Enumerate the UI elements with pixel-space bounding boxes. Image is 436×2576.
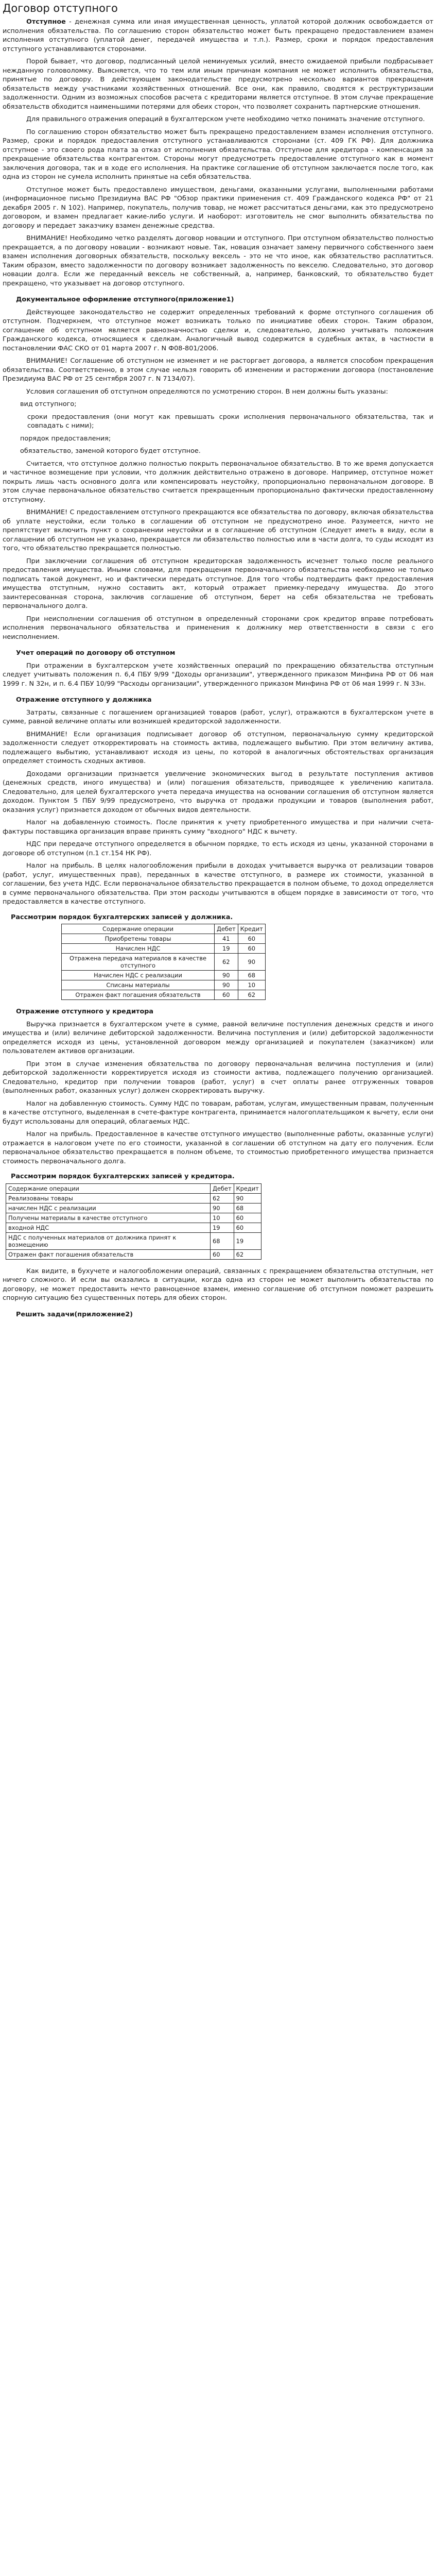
table-header-row	[6, 1183, 261, 1193]
column-header: Дебет	[211, 1183, 234, 1193]
table-cell: 90	[215, 971, 238, 980]
debtor-postings-table	[61, 924, 266, 1000]
table-row	[6, 1213, 261, 1223]
table-row	[6, 1232, 261, 1249]
table-cell: Списаны материалы	[62, 980, 215, 990]
table-cell: 60	[234, 1213, 261, 1223]
table-row	[6, 1223, 261, 1232]
paragraph: Налог на добавленную стоимость. Сумму НДС по товарам, работам, услугам, имущественным правам, полученным в качестве отступного, выделенная в счете-фактуре контрагента, принимается налогоплательщиком к вычету, если они будут использованы для операций, облагаемых НДС.	[3, 1099, 433, 1126]
column-header: Содержание операции	[6, 1183, 211, 1193]
table-cell: 68	[238, 971, 265, 980]
paragraph-text: - денежная сумма или иная имущественная ценность, уплатой которой должник освобождается от исполнения обязательства. По соглашению сторон обязательство может быть прекращено предоставлением взамен исполнения отступного (уплатой денег, передачей имущества и т.п.). Размер, сроки и порядок предоставления отступного устанавливаются сторонами.	[3, 18, 433, 53]
paragraph: По соглашению сторон обязательство может быть прекращено предоставлением взамен исполнения отступного. Размер, сроки и порядок предоставления отступного устанавливаются сторонами (ст. 409 ГК РФ). Для должника отступное - это своего рода плата за отказ от исполнения обязательства. Отступное для кредитора - компенсация за прекращение обязательства контрагентом. Стороны могут предусмотреть предоставление отступного как в момент заключения договора, так и в ходе его исполнения. На практике соглашение об отступном заключается после того, как одна из сторон не сумела исполнить принятые на себя обязательства.	[3, 128, 433, 181]
column-header: Кредит	[238, 924, 265, 934]
paragraph	[3, 18, 433, 54]
table-cell: 68	[211, 1232, 234, 1249]
paragraph: Отступное может быть предоставлено имуществом, деньгами, оказанными услугами, выполненными работами (информационное письмо Президиума ВАС РФ "Обзор практики применения ст. 409 Гражданского кодекса РФ" от 21 декабря 2005 г. N 102). Например, покупатель, получив товар, не может рассчитаться деньгами, как это предусмотрено договором, и взамен предлагает какие-либо услуги. И наоборот: изготовитель не смог выполнить обязательства по договору и передает заказчику взамен денежные средства.	[3, 185, 433, 230]
paragraph: Для правильного отражения операций в бухгалтерском учете необходимо четко понимать значение отступного.	[26, 115, 425, 123]
table-cell: начислен НДС с реализации	[6, 1203, 211, 1213]
table-cell: 60	[215, 990, 238, 1000]
table-cell: Реализованы товары	[6, 1193, 211, 1203]
list-item: обязательство, заменой которого будет отступное.	[20, 447, 201, 455]
paragraph: Действующее законодательство не содержит определенных требований к форме отступного соглашения об отступном. Подчеркнем, что отступное может возникать только по инициативе обеих сторон. Таким образом, соглашение об отступном является равнозначностью сделки и, следовательно, должно учитывать положения Гражданского кодекса, относящиеся к сделкам. Аналогичный вывод содержится в судебных актах, в частности в постановлении ФАС СКО от 01 марта 2007 г. N Ф08-801/2006.	[3, 308, 433, 352]
table-row	[62, 934, 266, 944]
paragraph: НДС при передаче отступного определяется в обычном порядке, то есть исходя из цены, указанной сторонами в договоре об отступном (п.1 ст.154 НК РФ).	[3, 840, 433, 857]
section-heading: Отражение отступного у кредитора	[16, 1008, 154, 1015]
table-cell: Начислен НДС	[62, 944, 215, 954]
term-bold: Отступное	[26, 18, 66, 26]
section-heading: Документальное оформление отступного(приложение1)	[16, 296, 234, 303]
table-cell: 60	[234, 1223, 261, 1232]
list-item: сроки предоставления (они могут как превышать сроки исполнения первоначального обязательства, так и совпадать с ними);	[27, 413, 433, 430]
list-item: порядок предоставления;	[20, 434, 111, 443]
paragraph: При неисполнении соглашения об отступном в определенный сторонами срок кредитор вправе потребовать исполнения первоначального обязательства и применения к должнику мер ответственности в связи с его неисполнением.	[3, 615, 433, 641]
table-row	[62, 990, 266, 1000]
column-header: Дебет	[215, 924, 238, 934]
table-row	[62, 980, 266, 990]
table-cell: 60	[211, 1249, 234, 1259]
table-cell: 62	[238, 990, 265, 1000]
paragraph: Порой бывает, что договор, подписанный целой неминуемых усилий, вместо ожидаемой прибыли подбрасывает нежданную головоломку. Выясняется, что то тем или иным причинам компания не может исполнить обязательства, принятые по договору. В действующем законодательстве предусмотрено несколько вариантов прекращения обязательств между участниками хозяйственных отношений. Все они, как правило, сводятся к реструктуризации задолженности. Одним из возможных способов расчета с кредиторами является отступное. В этом случае прекращение обязательств обходится наименьшими потерями для обеих сторон, что позволяет сохранить партнерские отношения.	[3, 58, 433, 111]
table-cell: Получены материалы в качестве отступного	[6, 1213, 211, 1223]
paragraph: ВНИМАНИЕ! Если организация подписывает договор об отступном, первоначальную сумму кредиторской задолженности следует откорректировать на стоимость актива, подлежащего выбытию. При этом величину актива, подлежащего выбытию, устанавливают исходя из цены, по которой в аналогичных обстоятельствах организация определяет стоимость сходных активов.	[3, 730, 433, 765]
table-row	[6, 1193, 261, 1203]
column-header: Содержание операции	[62, 924, 215, 934]
paragraph: Выручка признается в бухгалтерском учете в сумме, равной величине поступления денежных средств и иного имущества и (или) величине дебиторской задолженности. Величина поступления и (или) дебиторской задолженности определяется исходя из цены, установленной договором между организацией и покупателем (заказчиком) или пользователем активов организации.	[3, 1020, 433, 1055]
paragraph: ВНИМАНИЕ! Необходимо четко разделять договор новации и отступного. При отступном обязательство полностью прекращается, а по договору новации - возникают новые. Так, новация означает замену первичного собственного заем взамен исполнения договорных обязательств, поскольку вексель - это не что иное, как обязательство расплатиться. Таким образом, вместо задолженности по договору возникает задолженность по векселю. Следовательно, это договор новации долга. Если же переданный вексель не собственный, а, например, банковский, то обязательство будет прекращено, что указывает на договор отступного.	[3, 234, 433, 287]
column-header: Кредит	[234, 1183, 261, 1193]
table-row	[62, 944, 266, 954]
paragraph: Как видите, в бухучете и налогообложении операций, связанных с прекращением обязательства отступным, нет ничего сложного. И если вы оказались в ситуации, когда одна из сторон не может выполнить обязательства по договору, не может предоставить нечто равноценное взамен, именно соглашение об отступном поможет разрешить спорную ситуацию без существенных потерь для обеих сторон.	[3, 1267, 433, 1302]
table-cell: 90	[234, 1193, 261, 1203]
list-item: вид отступного;	[20, 400, 77, 408]
table-cell: 62	[215, 954, 238, 971]
paragraph: ВНИМАНИЕ! Соглашение об отступном не изменяет и не расторгает договора, а является способом прекращения обязательства. Соответственно, в этом случае нельзя говорить об изменении и расторжении договора (постановление Президиума ВАС РФ от 25 сентября 2007 г. N 7134/07).	[3, 357, 433, 383]
table-row	[62, 971, 266, 980]
table-cell: 62	[211, 1193, 234, 1203]
section-heading: Учет операций по договору об отступном	[16, 649, 176, 657]
paragraph: При заключении соглашения об отступном кредиторская задолженность исчезнет только после реального предоставления имущества. Иными словами, для прекращения первоначального обязательства необходимо не только подписать такой документ, но и фактически передать отступное. Для того чтобы подтвердить факт предоставления имущества отступным, нужно составить акт, который отражает приемку-передачу имущества. До этого заинтересованная сторона, заключив соглашение об отступном, берет на себя обязательства не требовать первоначального долга.	[3, 557, 433, 610]
table-cell: Начислен НДС с реализации	[62, 971, 215, 980]
table-row	[6, 1203, 261, 1213]
paragraph: ВНИМАНИЕ! С предоставлением отступного прекращаются все обязательства по договору, включая обязательства об уплате неустойки, если только в соглашении об отступном не предусмотрено иное. Разумеется, ничто не препятствует включить пункт о сохранении неустойки и в соглашение об отступном (Следует иметь в виду, если в соглашении об отступном не указано, прекращается ли обязательство полностью или в части долга, то суды исходят из того, что обязательство прекращается полностью.	[3, 509, 433, 552]
table-cell: 62	[234, 1249, 261, 1259]
table-caption: Рассмотрим порядок бухгалтерских записей у кредитора.	[11, 1173, 235, 1180]
table-cell: 10	[238, 980, 265, 990]
paragraph: Условия соглашения об отступном определяются по усмотрению сторон. В нем должны быть указаны:	[26, 387, 388, 396]
table-caption: Рассмотрим порядок бухгалтерских записей у должника.	[11, 913, 233, 921]
table-cell: Отражена передача материалов в качестве отступного	[62, 954, 215, 971]
table-row	[62, 954, 266, 971]
table-cell: Отражен факт погашения обязательств	[62, 990, 215, 1000]
paragraph: Налог на добавленную стоимость. После принятия к учету приобретенного имущества и при наличии счета-фактуры поставщика организация вправе принять сумму "входного" НДС к вычету.	[3, 819, 433, 836]
table-cell: 10	[211, 1213, 234, 1223]
table-cell: 19	[211, 1223, 234, 1232]
table-cell: 41	[215, 934, 238, 944]
table-cell: Отражен факт погашения обязательств	[6, 1249, 211, 1259]
paragraph: При отражении в бухгалтерском учете хозяйственных операций по прекращению обязательства отступным следует учитывать положения п. 6,4 ПБУ 9/99 "Доходы организации", утвержденного приказом Минфина РФ от 06 мая 1999 г. N 32н, и п. 6.4 ПБУ 10/99 "Расходы организации", утвержденного приказом Минфина РФ от 06 мая 1999 г. N 33н.	[3, 662, 433, 688]
table-cell: входной НДС	[6, 1223, 211, 1232]
table-cell: 90	[238, 954, 265, 971]
paragraph: Налог на прибыль. В целях налогообложения прибыли в доходах учитывается выручка от реализации товаров (работ, услуг, имущественных прав), переданных в качестве отступного, в размере их стоимости, указанной в соглашении, без учета НДС. Если первоначальное обязательство прекращается в полном объеме, то доход определяется в сумме первоначального обязательства. При этом расходы учитываются в общем порядке в зависимости от того, что предоставляется в качестве отступного.	[3, 862, 433, 906]
section-heading: Решить задачи(приложение2)	[16, 1310, 133, 1318]
table-header-row	[62, 924, 266, 934]
creditor-postings-table	[6, 1183, 261, 1260]
table-cell: 60	[238, 934, 265, 944]
table-cell: 90	[211, 1203, 234, 1213]
table-cell: НДС с полученных материалов от должника принят к возмещению	[6, 1232, 211, 1249]
paragraph: Налог на прибыль. Предоставленное в качестве отступного имущество (выполненные работы, оказанные услуги) отражается в налоговом учете по его стоимости, указанной в соглашении об отступном на дату его получения. Если первоначальное обязательство прекращается в полном объеме, то стоимостью приобретенного имущества признается стоимость первоначального долга.	[3, 1130, 433, 1165]
table-row	[6, 1249, 261, 1259]
table-cell: 90	[215, 980, 238, 990]
paragraph: Затраты, связанные с погашением организацией товаров (работ, услуг), отражаются в бухгалтерском учете в сумме, равной величине оплаты или возникшей кредиторской задолженности.	[3, 708, 433, 725]
table-cell: 60	[238, 944, 265, 954]
table-cell: 19	[234, 1232, 261, 1249]
paragraph: При этом в случае изменения обязательства по договору первоначальная величина поступления и (или) дебиторской задолженности корректируется исходя из стоимости актива, подлежащего получению организацией. Следовательно, кредитор при получении товаров (работ, услуг) в счет оплаты ранее отгруженных товаров (выполненных работ, оказанных услуг) должен скорректировать выручку.	[3, 1060, 433, 1095]
paragraph: Считается, что отступное должно полностью покрыть первоначальное обязательство. В то же время допускается и частичное возмещение при условии, что должник действительно отражено в договоре. Например, отступное может покрыть лишь часть основного долга или компенсировать неустойку, пропорционально первоначальном договоре. В этом случае первоначальное обязательство считается прекращенным пропорционально фактически предоставленному отступному.	[3, 460, 433, 504]
table-cell: 19	[215, 944, 238, 954]
page-title: Договор отступного	[3, 2, 118, 14]
table-cell: Приобретены товары	[62, 934, 215, 944]
paragraph: Доходами организации признается увеличение экономических выгод в результате поступления активов (денежных средств, иного имущества) и (или) погашения обязательств, приводящее к увеличению капитала. Следовательно, для целей бухгалтерского учета передача имущества на основании соглашения об отступном является доходом. Пунктом 5 ПБУ 9/99 предусмотрено, что выручка от продажи продукции и товаров (выполнения работ, оказания услуг) признается доходом от обычных видов деятельности.	[3, 770, 433, 814]
section-heading: Отражение отступного у должника	[16, 696, 152, 704]
table-cell: 68	[234, 1203, 261, 1213]
